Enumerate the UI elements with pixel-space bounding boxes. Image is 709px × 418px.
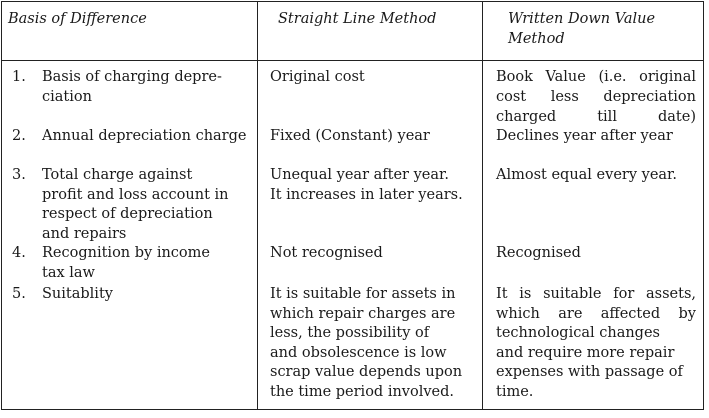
row-basis-line: Basis of charging depre- [42,69,222,85]
row-wdv-line: technological changes [496,325,660,341]
row-number: 5. [12,286,26,302]
column-divider-1 [257,1,258,410]
row-wdv-line: charged till date) [496,109,696,125]
row-slm-line: It increases in later years. [270,187,463,203]
header-wdv-line2: Method [508,31,565,47]
row-slm-line: Not recognised [270,245,383,261]
row-slm-line: Unequal year after year. [270,167,449,183]
row-slm-line: It is suitable for assets in [270,286,456,302]
row-wdv-line: Recognised [496,245,581,261]
row-basis-line: and repairs [42,226,127,242]
column-divider-2 [482,1,483,410]
row-wdv-line: It is suitable for assets, [496,286,696,302]
row-wdv-line: time. [496,384,534,400]
row-wdv-line: Almost equal every year. [496,167,678,183]
row-number: 4. [12,245,26,261]
row-slm-line: less, the possibility of [270,325,430,341]
row-slm-line: which repair charges are [270,306,456,322]
row-wdv-line: which are affected by [496,306,696,322]
header-wdv-line1: Written Down Value [508,11,656,27]
row-basis-line: profit and loss account in [42,187,229,203]
row-basis-line: ciation [42,89,92,105]
row-slm-line: scrap value depends upon [270,364,463,380]
row-wdv-line: expenses with passage of [496,364,683,380]
row-basis-line: respect of depreciation [42,206,213,222]
row-slm-line: the time period involved. [270,384,455,400]
row-basis-line: tax law [42,265,95,281]
row-slm-line: and obsolescence is low [270,345,447,361]
row-basis-line: Recognition by income [42,245,210,261]
row-number: 1. [12,69,26,85]
header-basis: Basis of Difference [8,11,147,27]
row-basis-line: Total charge against [42,167,193,183]
row-wdv-line: Declines year after year [496,128,673,144]
row-wdv-line: cost less depreciation [496,89,696,105]
row-number: 2. [12,128,26,144]
row-wdv-line: Book Value (i.e. original [496,69,696,85]
row-slm-line: Fixed (Constant) year [270,128,430,144]
row-wdv-line: and require more repair [496,345,675,361]
row-basis-line: Suitablity [42,286,113,302]
row-basis-line: Annual depreciation charge [42,128,247,144]
row-number: 3. [12,167,26,183]
row-slm-line: Original cost [270,69,365,85]
header-divider [1,60,704,61]
header-straight-line: Straight Line Method [278,11,437,27]
